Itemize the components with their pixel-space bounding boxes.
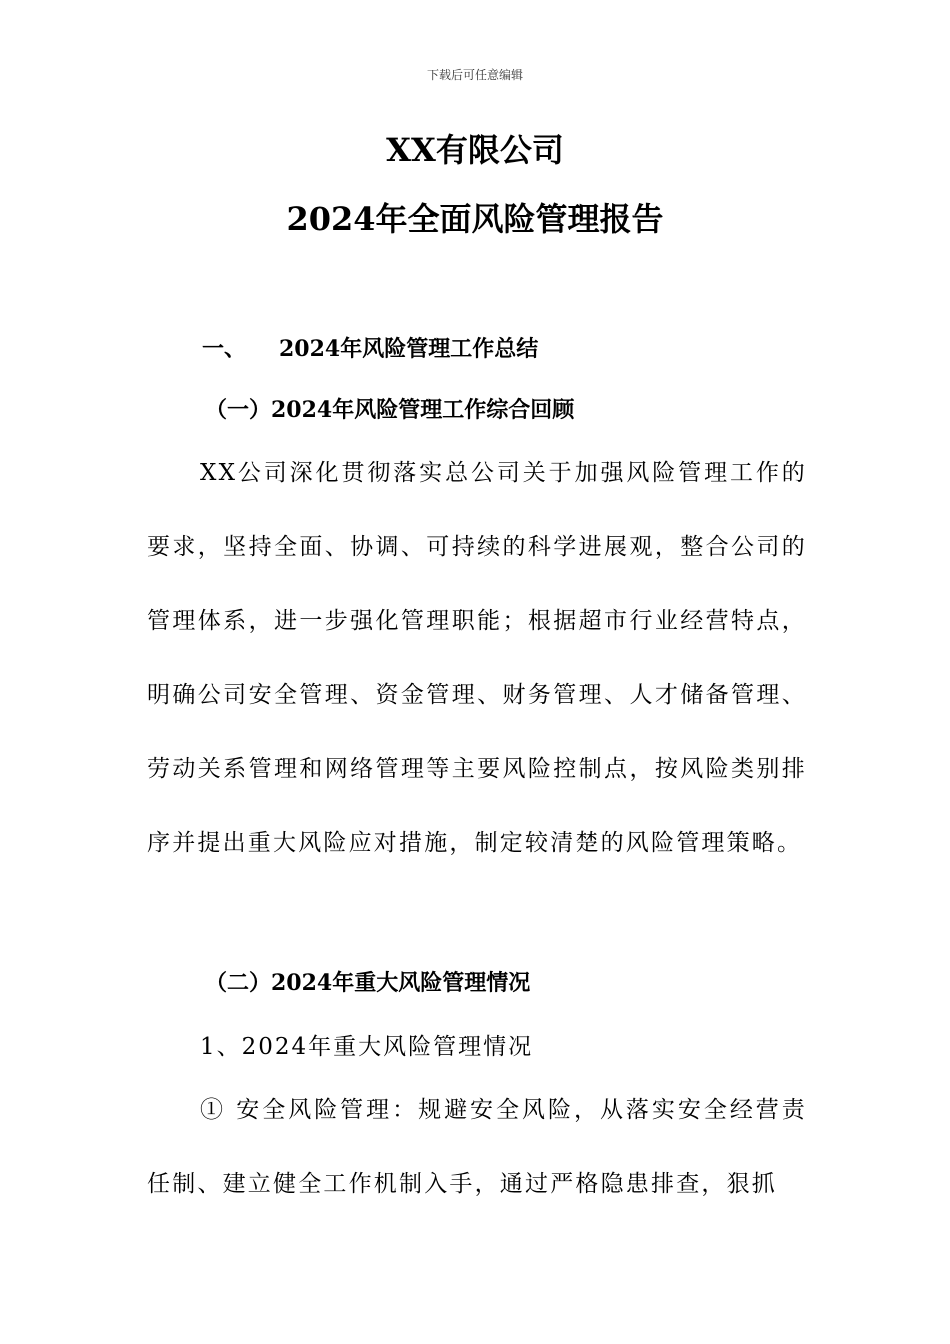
subsection2-title: （二）2024年重大风险管理情况	[205, 970, 531, 996]
subsection2-item1: 1、2024年重大风险管理情况	[200, 1034, 534, 1060]
subsection1-title: （一）2024年风险管理工作综合回顾	[205, 397, 575, 423]
section1-number: 一、	[202, 336, 247, 362]
header-note: 下载后可任意编辑	[426, 68, 523, 82]
subsection2-paragraph: ① 安全风险管理：规避安全风险，从落实安全经营责任制、建立健全工作机制入手，通过严格隐患排查，狠抓	[147, 1097, 807, 1197]
subsection1-paragraph: XX公司深化贯彻落实总公司关于加强风险管理工作的要求，坚持全面、协调、可持续的科学进展观，整合公司的管理体系，进一步强化管理职能；根据超市行业经营特点，明确公司安全管理、资金管理、财务管理、人才储备管理、劳动关系管理和网络管理等主要风险控制点，按风险类别排序并提出重大风险应对措施，制定较清楚的风险管理策略。	[147, 460, 807, 856]
document-title-line1: XX有限公司	[386, 131, 564, 169]
section1-title: 2024年风险管理工作总结	[279, 336, 539, 362]
document-title-line2: 2024年全面风险管理报告	[286, 200, 664, 238]
